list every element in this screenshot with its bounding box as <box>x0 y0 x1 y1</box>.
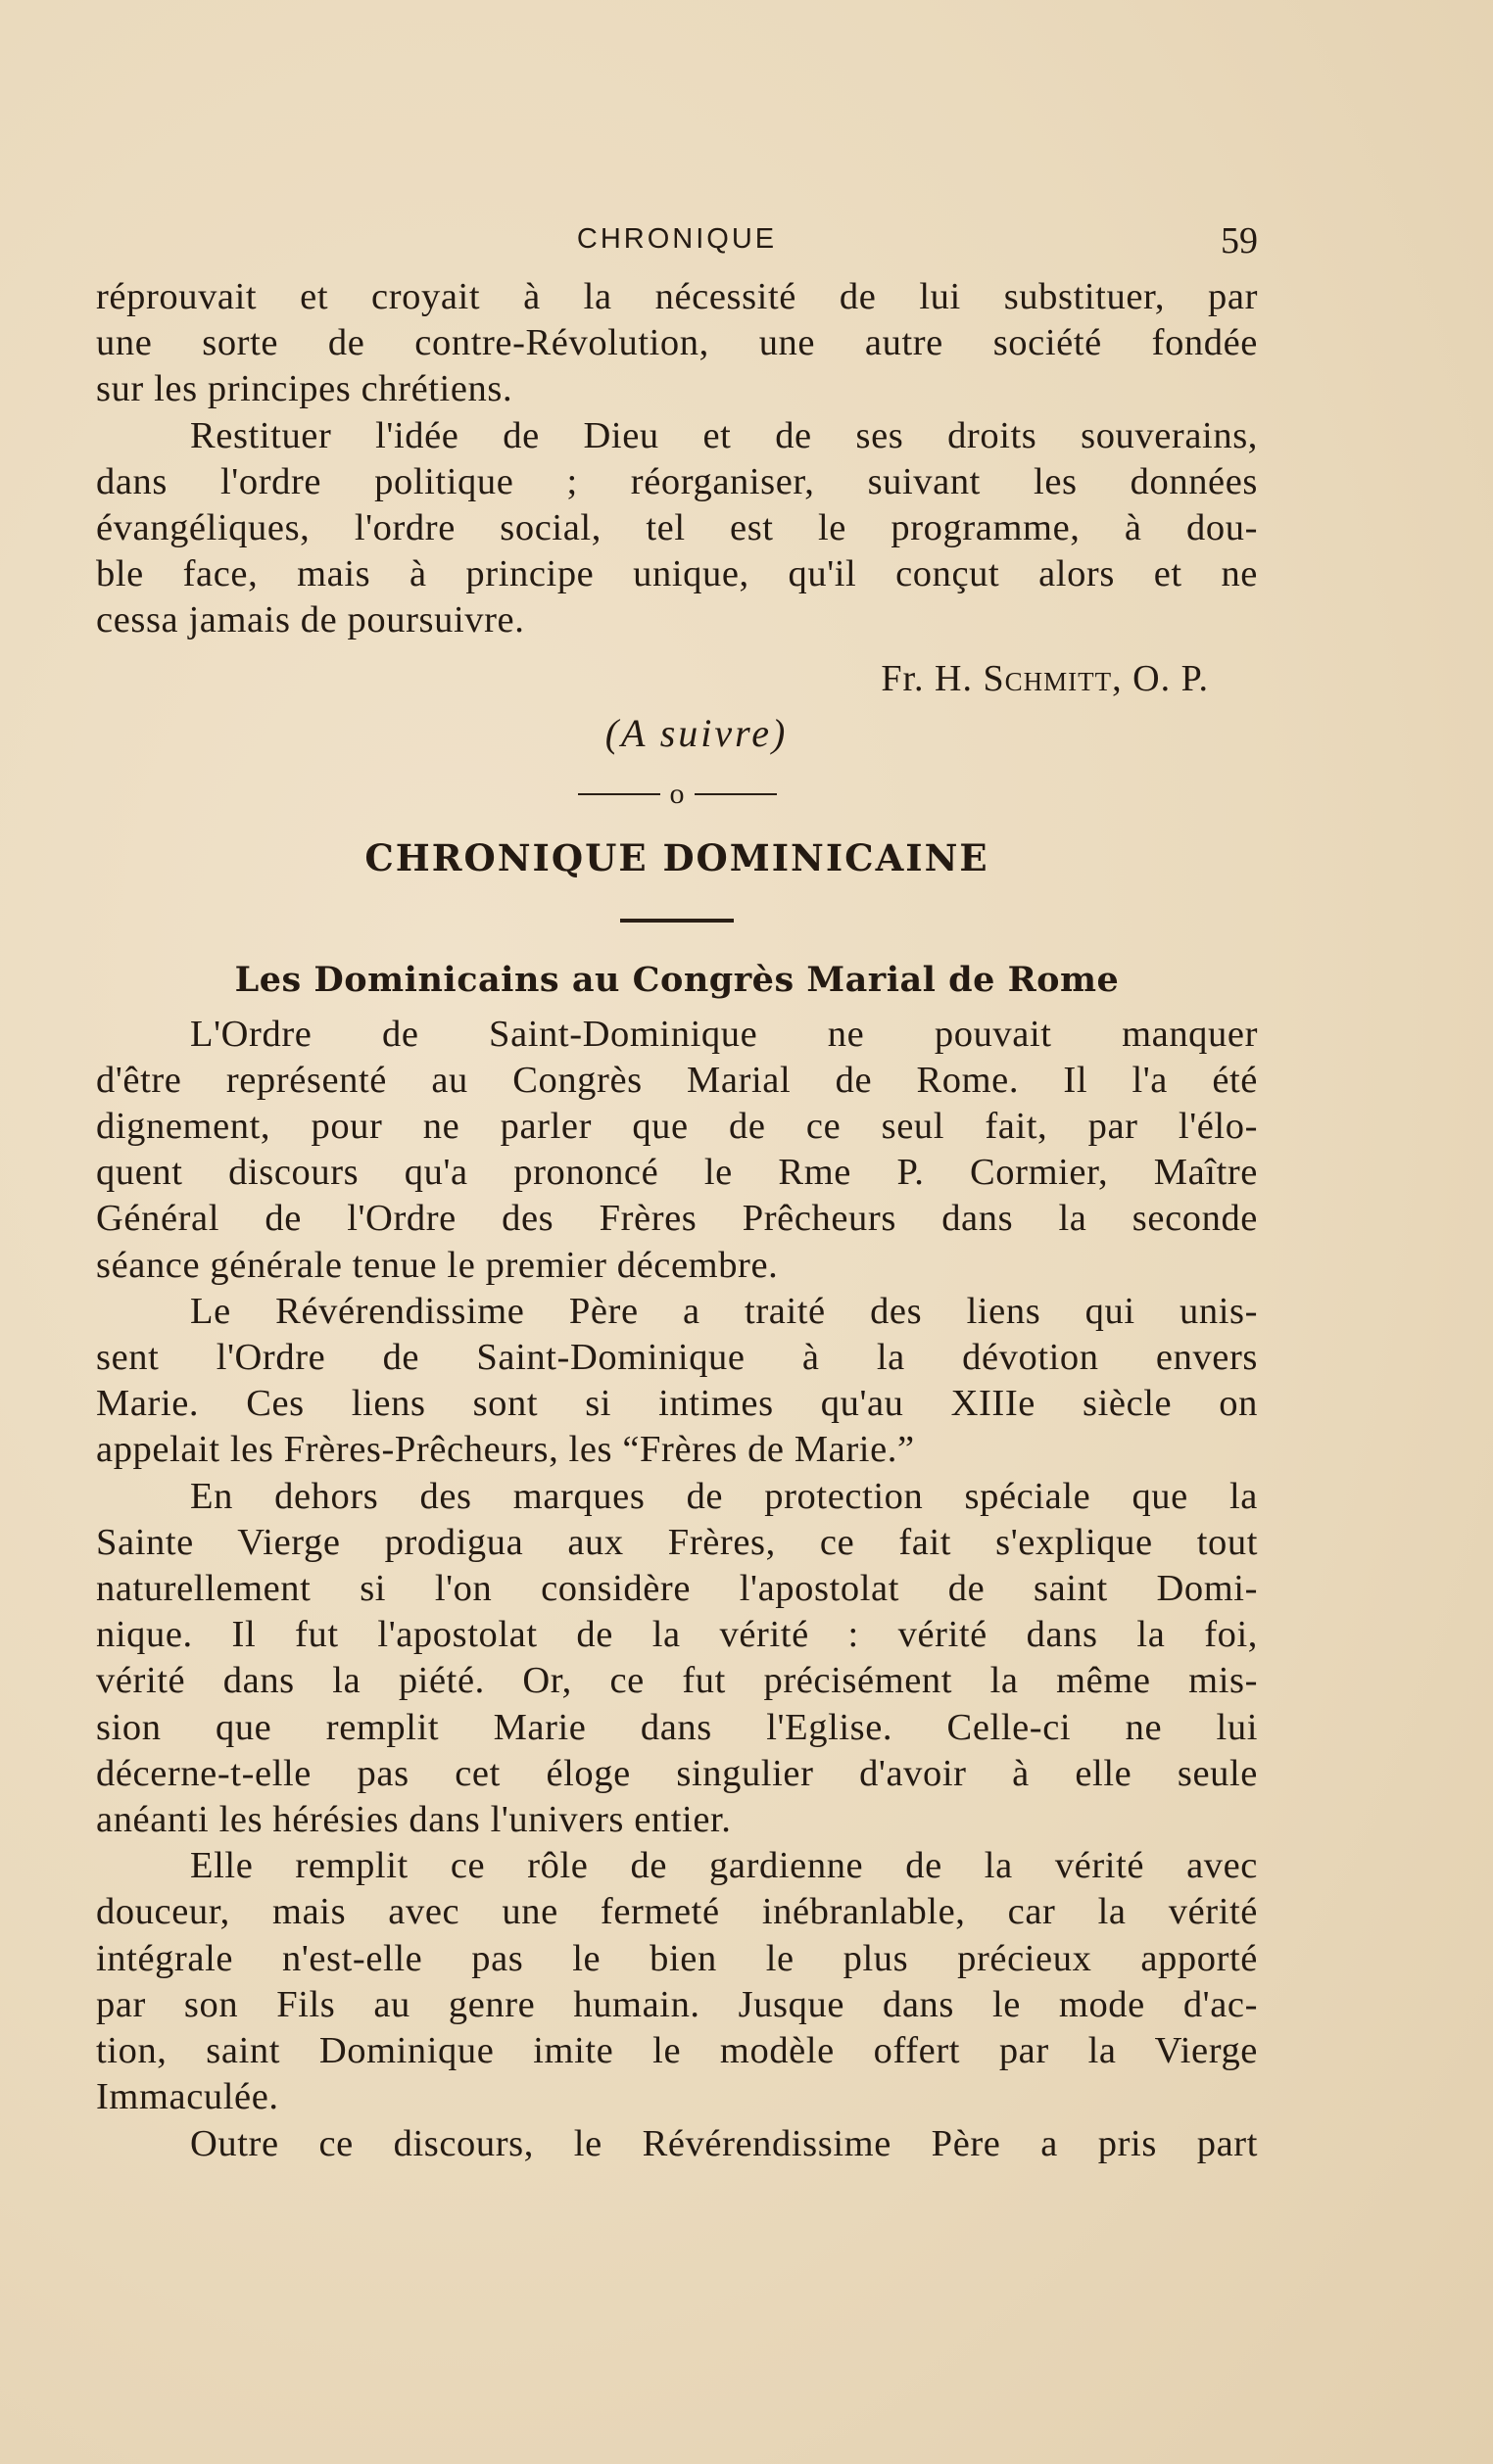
section-ornament <box>96 770 1258 819</box>
text-line: En dehors des marques de protection spéciale que la <box>190 1475 1258 1517</box>
text-line: quent discours qu'a prononcé le Rme P. Cormier, Maître <box>96 1152 1258 1194</box>
text-line: sent l'Ordre de Saint-Dominique à la dévotion envers <box>96 1337 1258 1379</box>
continuation-paragraph <box>96 274 1258 413</box>
ornament-circle: o <box>669 777 685 810</box>
author-signature <box>96 654 1258 703</box>
signature-name: Schmitt <box>983 657 1113 699</box>
text-line: par son Fils au genre humain. Jusque dans le mode d'ac- <box>96 1983 1258 2025</box>
article-title: Les Dominicains au Congrès Marial de Rome <box>234 959 1120 1000</box>
text-line: Le Révérendissime Père a traité des liens qui unis- <box>190 1290 1258 1332</box>
text-line: nique. Il fut l'apostolat de la vérité : vérité dans la foi, <box>96 1614 1258 1656</box>
text-line: naturellement si l'on considère l'apostolat de saint Domi- <box>96 1568 1258 1610</box>
article-paragraph-3 <box>96 1474 1258 1844</box>
text-line: douceur, mais avec une fermeté inébranlable, car la vérité <box>96 1891 1258 1933</box>
text-line: Elle remplit ce rôle de gardienne de la vérité avec <box>190 1845 1258 1887</box>
text-line: évangéliques, l'ordre social, tel est le programme, à dou- <box>96 507 1258 549</box>
text-line: tion, saint Dominique imite le modèle offert par la Vierge <box>96 2030 1258 2072</box>
text-line: sion que remplit Marie dans l'Eglise. Celle-ci ne lui <box>96 1706 1258 1748</box>
article-paragraph-5 <box>96 2121 1258 2167</box>
article-paragraph-2 <box>96 1289 1258 1474</box>
text-line: intégrale n'est-elle pas le bien le plus précieux apporté <box>96 1937 1258 1979</box>
text-line: Restituer l'idée de Dieu et de ses droits souverains, <box>190 414 1258 456</box>
text-line: séance générale tenue le premier décembre. <box>96 1244 779 1286</box>
to-be-continued: (A suivre) <box>604 710 789 755</box>
text-line: Général de l'Ordre des Frères Prêcheurs dans la seconde <box>96 1198 1258 1240</box>
text-line: d'être représenté au Congrès Marial de Rome. Il l'a été <box>96 1059 1258 1101</box>
running-title: CHRONIQUE <box>576 223 778 255</box>
text-line: Outre ce discours, le Révérendissime Père a pris part <box>190 2122 1258 2164</box>
text-line: L'Ordre de Saint-Dominique ne pouvait manquer <box>190 1013 1258 1055</box>
paragraph-restituer <box>96 413 1258 644</box>
text-line: ble face, mais à principe unique, qu'il conçut alors et ne <box>96 553 1258 595</box>
ornament-rule-right <box>695 793 777 795</box>
signature-prefix: Fr. H. <box>881 657 984 699</box>
section-title: CHRONIQUE DOMINICAINE <box>364 835 989 879</box>
text-line: réprouvait et croyait à la nécessité de lui substituer, par <box>96 276 1258 317</box>
document-page <box>96 215 1258 2167</box>
text-line: cessa jamais de poursuivre. <box>96 599 525 641</box>
text-line: Immaculée. <box>96 2076 279 2118</box>
text-line: Marie. Ces liens sont si intimes qu'au XIIIe siècle on <box>96 1383 1258 1425</box>
section-title-rule <box>620 919 734 923</box>
text-line: sur les principes chrétiens. <box>96 368 513 410</box>
page-number: 59 <box>1221 220 1258 261</box>
text-line: anéanti les hérésies dans l'univers entier. <box>96 1799 732 1841</box>
running-head <box>96 215 1258 274</box>
text-line: vérité dans la piété. Or, ce fut précisément la même mis- <box>96 1660 1258 1702</box>
text-line: appelait les Frères-Prêcheurs, les “Frères de Marie.” <box>96 1429 915 1471</box>
ornament-rule-left <box>578 793 660 795</box>
text-line: une sorte de contre-Révolution, une autre société fondée <box>96 322 1258 364</box>
text-line: Sainte Vierge prodigua aux Frères, ce fait s'explique tout <box>96 1521 1258 1563</box>
signature-suffix: , O. P. <box>1112 657 1209 699</box>
text-line: dans l'ordre politique ; réorganiser, suivant les données <box>96 460 1258 502</box>
text-line: décerne-t-elle pas cet éloge singulier d'avoir à elle seule <box>96 1752 1258 1794</box>
article-paragraph-4 <box>96 1843 1258 2120</box>
article-paragraph-1 <box>96 1012 1258 1289</box>
text-line: dignement, pour ne parler que de ce seul fait, par l'élo- <box>96 1106 1258 1148</box>
